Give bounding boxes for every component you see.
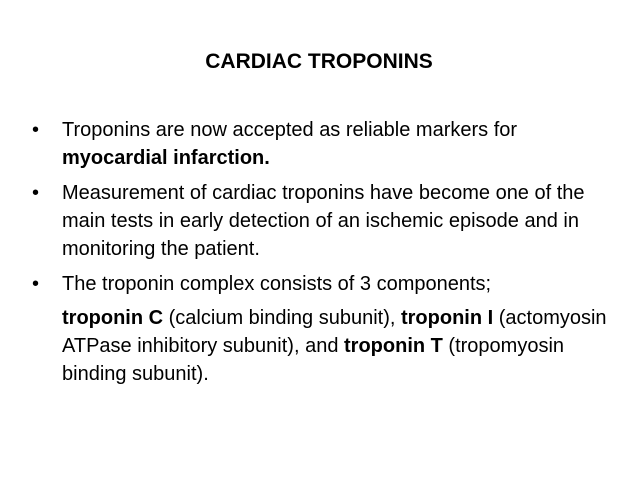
bullet-2-text: Measurement of cardiac troponins have become one of the main tests in early detection of an ischemic episode and in monitoring the patient. [62, 182, 585, 260]
bullet-1-text: Troponins are now accepted as reliable markers for [62, 119, 518, 141]
troponin-c-term: troponin C [62, 307, 164, 329]
bullet-marker: • [32, 119, 40, 141]
troponin-c-desc: (calcium binding subunit), [163, 307, 401, 329]
bullet-1-bold-term: myocardial infarction. [62, 147, 270, 169]
bullet-marker: • [32, 273, 40, 295]
bullet-marker: • [32, 182, 40, 204]
bullet-3-text: The troponin complex consists of 3 components; [62, 273, 492, 295]
bullet-3-continuation [62, 304, 612, 388]
troponin-i-desc: (actomyosin ATPase inhibitory subunit), and [62, 307, 607, 357]
bullet-item-1 [32, 116, 612, 172]
troponin-t-term: troponin T [344, 335, 443, 357]
slide-title: CARDIAC TROPONINS [205, 50, 433, 73]
troponin-i-term: troponin I [400, 307, 494, 329]
troponin-t-desc: (tropomyosin binding subunit). [62, 335, 565, 385]
bullet-item-3 [32, 270, 612, 388]
bullet-item-2 [32, 179, 612, 263]
bullet-list [32, 116, 612, 388]
